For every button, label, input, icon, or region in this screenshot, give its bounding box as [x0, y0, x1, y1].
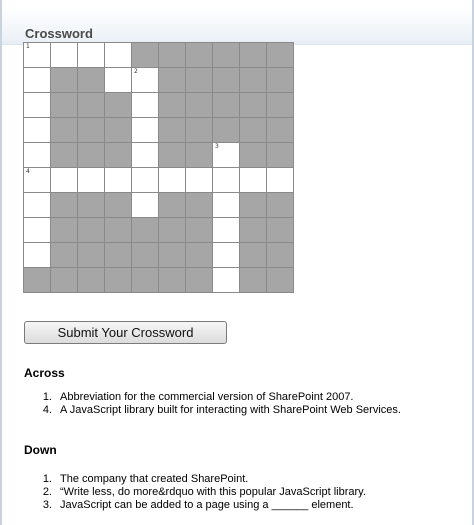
grid-cell-blocked — [267, 243, 294, 268]
grid-cell-blocked — [105, 218, 132, 243]
grid-cell-input[interactable] — [159, 168, 186, 193]
grid-cell-blocked — [159, 93, 186, 118]
grid-cell-blocked — [51, 68, 78, 93]
grid-cell-blocked — [186, 143, 213, 168]
grid-cell-input[interactable] — [132, 193, 159, 218]
grid-cell-blocked — [132, 268, 159, 293]
grid-cell-input[interactable] — [132, 118, 159, 143]
grid-cell-blocked — [213, 93, 240, 118]
clue-number: 1 — [26, 43, 30, 50]
grid-cell-blocked — [51, 93, 78, 118]
clue-number: 3 — [215, 143, 219, 150]
grid-cell-blocked — [105, 268, 132, 293]
grid-cell-blocked — [51, 193, 78, 218]
grid-cell-blocked — [186, 268, 213, 293]
grid-cell-blocked — [240, 93, 267, 118]
grid-cell-blocked — [186, 68, 213, 93]
grid-cell-blocked — [186, 93, 213, 118]
grid-cell-input[interactable] — [24, 168, 51, 193]
grid-cell-input[interactable] — [78, 43, 105, 68]
grid-cell-blocked — [159, 268, 186, 293]
grid-row — [24, 43, 294, 68]
grid-cell-input[interactable] — [213, 143, 240, 168]
down-heading: Down — [24, 443, 57, 457]
grid-cell-blocked — [159, 43, 186, 68]
grid-cell-blocked — [159, 143, 186, 168]
grid-cell-blocked — [186, 118, 213, 143]
grid-cell-blocked — [159, 68, 186, 93]
grid-row — [24, 68, 294, 93]
grid-cell-blocked — [240, 118, 267, 143]
grid-cell-blocked — [240, 243, 267, 268]
grid-cell-input[interactable] — [24, 218, 51, 243]
grid-cell-blocked — [267, 68, 294, 93]
clue-number: 4 — [26, 168, 30, 175]
grid-row — [24, 193, 294, 218]
grid-cell-blocked — [105, 93, 132, 118]
grid-cell-input[interactable] — [132, 143, 159, 168]
grid-cell-blocked — [186, 218, 213, 243]
grid-cell-blocked — [267, 118, 294, 143]
grid-cell-blocked — [186, 243, 213, 268]
grid-cell-blocked — [267, 43, 294, 68]
grid-cell-input[interactable] — [78, 168, 105, 193]
grid-cell-input[interactable] — [132, 93, 159, 118]
grid-cell-input[interactable] — [24, 118, 51, 143]
grid-cell-blocked — [240, 68, 267, 93]
grid-cell-input[interactable] — [132, 68, 159, 93]
grid-row — [24, 143, 294, 168]
grid-cell-blocked — [240, 43, 267, 68]
grid-cell-blocked — [78, 68, 105, 93]
grid-cell-blocked — [78, 193, 105, 218]
grid-cell-blocked — [159, 218, 186, 243]
crossword-grid — [23, 42, 294, 293]
grid-row — [24, 268, 294, 293]
clue-across-4: 4. A JavaScript library built for interacting with SharePoint Web Services. — [42, 404, 401, 416]
grid-cell-blocked — [51, 218, 78, 243]
grid-cell-blocked — [240, 143, 267, 168]
grid-cell-blocked — [105, 118, 132, 143]
grid-cell-input[interactable] — [24, 68, 51, 93]
grid-cell-blocked — [24, 268, 51, 293]
grid-cell-blocked — [132, 218, 159, 243]
grid-cell-blocked — [213, 43, 240, 68]
clue-down-3: 3. JavaScript can be added to a page using a ______ element. — [42, 499, 354, 511]
grid-cell-input[interactable] — [213, 168, 240, 193]
grid-cell-input[interactable] — [213, 193, 240, 218]
grid-cell-input[interactable] — [24, 93, 51, 118]
grid-cell-input[interactable] — [24, 43, 51, 68]
grid-row — [24, 218, 294, 243]
grid-cell-input[interactable] — [105, 168, 132, 193]
grid-cell-blocked — [159, 243, 186, 268]
submit-crossword-button[interactable]: Submit Your Crossword — [24, 321, 227, 344]
webpart-title: Crossword — [25, 26, 93, 41]
grid-cell-input[interactable] — [51, 168, 78, 193]
grid-cell-blocked — [78, 218, 105, 243]
grid-cell-input[interactable] — [24, 193, 51, 218]
grid-cell-blocked — [186, 43, 213, 68]
grid-row — [24, 168, 294, 193]
grid-cell-blocked — [132, 43, 159, 68]
grid-cell-blocked — [213, 68, 240, 93]
grid-cell-blocked — [51, 143, 78, 168]
grid-cell-blocked — [267, 218, 294, 243]
across-heading: Across — [24, 366, 65, 380]
grid-cell-blocked — [78, 118, 105, 143]
grid-cell-input[interactable] — [105, 68, 132, 93]
grid-cell-input[interactable] — [24, 143, 51, 168]
clue-across-1: 1. Abbreviation for the commercial version of SharePoint 2007. — [42, 391, 354, 403]
grid-cell-blocked — [51, 243, 78, 268]
grid-row — [24, 93, 294, 118]
grid-cell-blocked — [186, 193, 213, 218]
grid-cell-blocked — [267, 268, 294, 293]
grid-cell-blocked — [240, 268, 267, 293]
grid-cell-blocked — [267, 143, 294, 168]
grid-row — [24, 243, 294, 268]
webpart-header — [2, 8, 472, 45]
grid-cell-blocked — [105, 193, 132, 218]
grid-cell-blocked — [159, 193, 186, 218]
grid-cell-input[interactable] — [267, 168, 294, 193]
grid-cell-input[interactable] — [24, 243, 51, 268]
grid-cell-blocked — [132, 243, 159, 268]
grid-cell-blocked — [159, 118, 186, 143]
grid-cell-blocked — [267, 193, 294, 218]
grid-cell-blocked — [78, 243, 105, 268]
grid-cell-input[interactable] — [213, 243, 240, 268]
grid-cell-blocked — [78, 93, 105, 118]
grid-cell-input[interactable] — [213, 268, 240, 293]
grid-cell-blocked — [78, 143, 105, 168]
grid-cell-blocked — [51, 268, 78, 293]
grid-cell-blocked — [105, 143, 132, 168]
clue-down-2: 2. “Write less, do more&rdquo with this popular JavaScript library. — [42, 486, 366, 498]
grid-cell-blocked — [213, 118, 240, 143]
clue-down-1: 1. The company that created SharePoint. — [42, 473, 249, 485]
grid-cell-blocked — [240, 218, 267, 243]
grid-cell-blocked — [267, 93, 294, 118]
window-frame-left — [0, 0, 2, 525]
grid-cell-input[interactable] — [240, 168, 267, 193]
grid-row — [24, 118, 294, 143]
grid-cell-input[interactable] — [132, 168, 159, 193]
grid-cell-input[interactable] — [186, 168, 213, 193]
grid-cell-blocked — [51, 118, 78, 143]
across-clue-list — [24, 391, 401, 417]
grid-cell-blocked — [78, 268, 105, 293]
grid-cell-blocked — [105, 243, 132, 268]
grid-cell-input[interactable] — [213, 218, 240, 243]
down-clue-list — [24, 473, 366, 512]
grid-cell-input[interactable] — [105, 43, 132, 68]
clue-number: 2 — [134, 68, 138, 75]
grid-cell-input[interactable] — [51, 43, 78, 68]
grid-cell-blocked — [240, 193, 267, 218]
